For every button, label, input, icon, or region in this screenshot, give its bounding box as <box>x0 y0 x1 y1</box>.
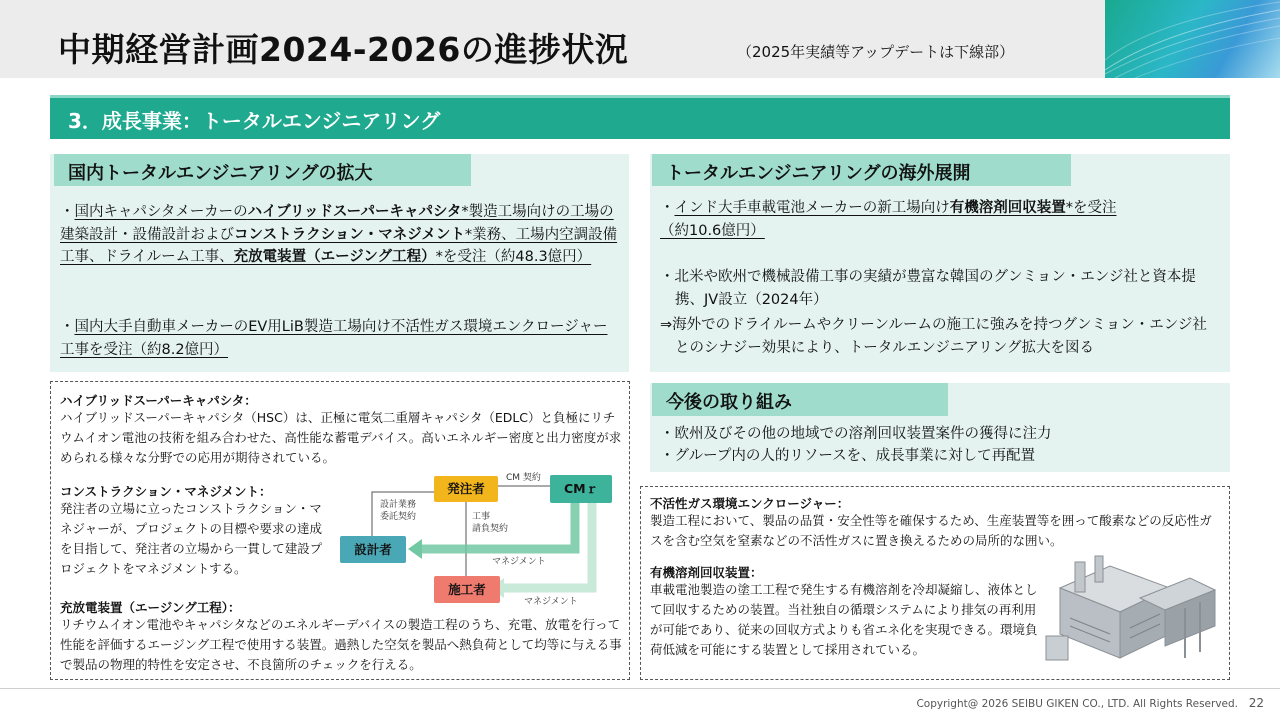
management-arrow-head-1 <box>408 539 422 559</box>
design-contract-label-1: 設計業務 <box>380 500 417 510</box>
solvent-definition-text: 車載電池製造の塗工工程で発生する有機溶剤を冷却凝縮し、液体として回収するための装置。当社独自の循環システムにより排気の再利用が可能であり、従来の回収方式よりも省エネ化を実現できる。環境負荷低減を可能にする装置として採用されている。 <box>650 582 1038 657</box>
client-node: 発注者 <box>434 476 498 502</box>
page-number: 22 <box>1248 696 1264 710</box>
bullet-mark: ・ <box>660 200 675 216</box>
slide-subtitle: （2025年実績等アップデートは下線部） <box>737 43 1015 61</box>
slide-title: 中期経営計画2024-2026の進捗状況 <box>58 30 629 69</box>
overseas-bullet-3: ⇒海外でのドライルームやクリーンルームの施工に強みを持つグンミョン・エンジ社とのシナジー効果により、トータルエンジニアリング拡大を図る <box>660 317 1207 356</box>
domestic-bullet-1 <box>60 201 620 269</box>
domestic-bullet-1-text: 国内キャパシタメーカーのハイブリッドスーパーキャパシタ*製造工場向けの工場の建築設計・設備設計およびコンストラクション・マネジメント*業務、工場内空調設備工事、ドライルーム工事、充放電装置（エージング工程）*を受注（約48.3億円） <box>60 204 618 265</box>
design-contract-label-2: 委託契約 <box>380 512 417 522</box>
hsc-definition-title: ハイブリッドスーパーキャパシタ： <box>60 393 257 408</box>
management-label-1: マネジメント <box>492 557 546 567</box>
aging-definition-text: リチウムイオン電池やキャパシタなどのエネルギーデバイスの製造工程のうち、充電、放電を行って性能を評価するエージング工程で使用する装置。過熱した空気を製品へ熱負荷として均等に与える事で製品の物理的特性を安定させ、不良箇所のチェックを行える。 <box>60 617 622 672</box>
aging-definition-title: 充放電装置（エージング工程）： <box>60 600 241 615</box>
designer-node: 設計者 <box>340 536 406 563</box>
slide-footer <box>0 688 1280 720</box>
management-label-2: マネジメント <box>524 597 578 607</box>
enclosure-definition-text: 製造工程において、製品の品質・安全性等を確保するため、生産装置等を囲って酸素などの反応性ガスを含む空気を窒素などの不活性ガスに置き換えるための局所的な囲い。 <box>650 513 1212 548</box>
construction-contract-label-1: 工事 <box>472 512 491 522</box>
future-tag: 今後の取り組み <box>652 383 948 416</box>
cm-contract-label: CM 契約 <box>506 473 541 483</box>
cm-definition-text: 発注者の立場に立ったコンストラクション・マネジャーが、プロジェクトの目標や要求の達成を目指して、発注者の立場から一貫して建設プロジェクトをマネジメントする。 <box>60 501 323 576</box>
section-bar <box>50 95 1230 139</box>
solvent-definition-title: 有機溶剤回収装置： <box>650 565 763 580</box>
copyright-text: Copyright@ 2026 SEIBU GIKEN CO., LTD. All Rights Reserved. <box>916 698 1238 710</box>
slide-header <box>0 0 1280 78</box>
solvent-recovery-equipment-image <box>1040 548 1225 676</box>
bullet-mark: ・ <box>60 204 75 220</box>
hsc-definition-text: ハイブリッドスーパーキャパシタ（HSC）は、正極に電気二重層キャパシタ（EDLC）と負極にリチウムイオン電池の技術を組み合わせた、高性能な蓄電デバイス。高いエネルギー密度と出力密度が求められる様々な分野での応用が期待されている。 <box>60 410 622 465</box>
cm-definition-title: コンストラクション・マネジメント： <box>60 484 272 499</box>
overseas-tag: トータルエンジニアリングの海外展開 <box>652 154 1071 186</box>
bullet-mark: ・ <box>60 319 75 335</box>
future-bullet-1: ・欧州及びその他の地域での溶剤回収装置案件の獲得に注力 <box>660 426 1052 442</box>
builder-node: 施工者 <box>434 576 500 603</box>
cmr-node: CMｒ <box>550 475 612 503</box>
construction-contract-label-2: 請負契約 <box>472 524 509 534</box>
domestic-tag: 国内トータルエンジニアリングの拡大 <box>54 154 471 186</box>
future-bullet-2: ・グループ内の人的リソースを、成長事業に対して再配置 <box>660 448 1036 464</box>
domestic-bullet-2-text: 国内大手自動車メーカーのEV用LiB製造工場向け不活性ガス環境エンクロージャー工事を受注（約8.2億円） <box>60 319 608 358</box>
overseas-bullet-1: ・インド大手車載電池メーカーの新工場向け有機溶剤回収装置*を受注 （約10.6億円） <box>660 200 1117 239</box>
domestic-bullet-2 <box>60 316 620 361</box>
section-title: 3．成長事業：トータルエンジニアリング <box>68 109 441 133</box>
overseas-bullet-2: ・北米や欧州で機械設備工事の実績が豊富な韓国のグンミョン・エンジ社と資本提携、JV設立（2024年） <box>660 269 1196 308</box>
enclosure-definition-title: 不活性ガス環境エンクロージャー： <box>650 496 850 511</box>
cm-diagram <box>330 464 625 609</box>
header-decoration <box>1105 0 1280 78</box>
